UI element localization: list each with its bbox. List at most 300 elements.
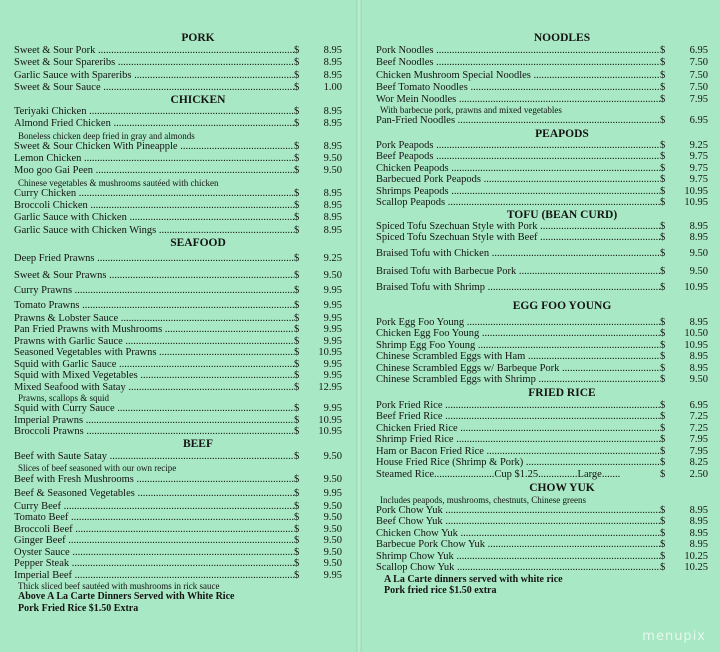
item-name: Prawns with Garlic Sauce ..... [14, 336, 294, 348]
item-name: Braised Tofu with Chicken ..... [376, 245, 660, 263]
menu-item [14, 141, 342, 153]
menu-item [376, 516, 708, 528]
item-price: 9.50 [689, 374, 708, 386]
currency-symbol: $ [294, 284, 300, 296]
menu-item [14, 324, 342, 336]
item-name: Moo goo Gai Peen ..... [14, 165, 294, 177]
section-header: BEEF [182, 438, 214, 451]
menu-item [376, 281, 708, 295]
menu-item [376, 151, 708, 163]
item-price: 9.95 [323, 403, 342, 415]
item-price: 8.95 [323, 187, 342, 199]
item-name: Beef Tomato Noodles ..... [376, 82, 660, 94]
item-name: Lemon Chicken ..... [14, 153, 294, 165]
item-name: Beef Chow Yuk ..... [376, 516, 660, 528]
currency-symbol: $ [294, 45, 300, 56]
item-name: Shrimps Peapods ..... [376, 186, 660, 198]
currency-symbol: $ [294, 500, 300, 512]
currency-symbol: $ [660, 445, 666, 457]
item-price: 9.95 [323, 370, 342, 382]
item-name: Almond Fried Chicken ..... [14, 118, 294, 130]
item-name: Scallop Peapods ..... [376, 197, 660, 209]
menu-item [14, 512, 342, 524]
currency-symbol: $ [294, 140, 300, 152]
menu-item [376, 221, 708, 233]
menu-item [376, 115, 708, 128]
item-price: 9.95 [323, 487, 342, 499]
currency-symbol: $ [660, 115, 666, 127]
footer-note: Pork Fried Rice $1.50 Extra [18, 602, 139, 614]
menu-item [14, 535, 342, 547]
item-name: Pepper Steak ..... [14, 558, 294, 570]
section-header: NOODLES [533, 32, 591, 44]
item-description: Prawns, scallops & squid [18, 393, 109, 404]
item-price: 8.95 [323, 57, 342, 69]
item-price: 8.95 [689, 220, 708, 232]
menu-item [14, 558, 342, 570]
currency-symbol: $ [294, 512, 300, 524]
footer-note: Pork fried rice $1.50 extra [384, 585, 497, 597]
currency-symbol: $ [294, 324, 300, 336]
item-name: Curry Prawns ..... [14, 283, 294, 298]
menu-item [14, 473, 342, 487]
item-price: 9.95 [323, 358, 342, 370]
item-name: Squid with Mixed Vegetables ..... [14, 370, 294, 382]
menu-item [376, 528, 708, 540]
item-price: 8.95 [323, 69, 342, 81]
item-price: 10.95 [318, 414, 342, 426]
item-price: 7.50 [689, 81, 708, 93]
item-price: 8.95 [689, 516, 708, 528]
menu-item [376, 434, 708, 446]
menu-item [376, 351, 708, 363]
currency-symbol: $ [660, 399, 666, 411]
item-price: 2.50 [689, 468, 708, 480]
currency-symbol: $ [294, 335, 300, 347]
menu-item [14, 82, 342, 94]
item-price: 1.00 [323, 81, 342, 93]
currency-symbol: $ [660, 57, 666, 69]
item-price: 9.25 [323, 252, 342, 264]
watermark: menupix [642, 629, 706, 644]
item-name: Curry Beef ..... [14, 501, 294, 513]
currency-symbol: $ [294, 212, 300, 224]
item-name: Barbecued Pork Peapods ..... [376, 174, 660, 186]
item-name: Beef Peapods ..... [376, 151, 660, 163]
item-name: Prawns & Lobster Sauce ..... [14, 313, 294, 325]
item-name: Beef with Saute Satay ..... [14, 451, 294, 463]
item-name: Seasoned Vegetables with Prawns ..... [14, 347, 294, 359]
currency-symbol: $ [660, 434, 666, 446]
item-price: 9.50 [689, 265, 708, 277]
item-price: 8.95 [689, 316, 708, 328]
item-name: Beef & Seasoned Vegetables ..... [14, 487, 294, 501]
item-price: 9.95 [323, 335, 342, 347]
menu-item [14, 501, 342, 513]
currency-symbol: $ [294, 523, 300, 535]
menu-item [376, 551, 708, 563]
item-price: 10.95 [684, 197, 708, 209]
item-name: Ginger Beef ..... [14, 535, 294, 547]
currency-symbol: $ [660, 265, 666, 277]
item-name: Squid with Garlic Sauce ..... [14, 359, 294, 371]
menu-item [14, 153, 342, 165]
item-price: 8.95 [689, 504, 708, 516]
menu-item [14, 347, 342, 359]
item-price: 10.95 [684, 185, 708, 197]
currency-symbol: $ [294, 558, 300, 570]
item-name: Chicken Peapods ..... [376, 163, 660, 175]
section-header: FRIED RICE [528, 386, 596, 399]
currency-symbol: $ [660, 527, 666, 539]
item-name: Curry Chicken ..... [14, 188, 294, 200]
menu-item [376, 374, 708, 386]
item-price: 9.50 [689, 247, 708, 259]
item-name: Tomato Prawns ..... [14, 298, 294, 313]
item-price: 10.50 [684, 328, 708, 340]
currency-symbol: $ [660, 457, 666, 469]
item-name: Chicken Egg Foo Young ..... [376, 328, 660, 340]
item-price: 9.95 [323, 299, 342, 311]
menu-item [14, 313, 342, 325]
item-price: 8.95 [689, 527, 708, 539]
item-description: Chinese vegetables & mushrooms sautéed with chicken [18, 177, 219, 188]
item-price: 9.50 [323, 523, 342, 535]
currency-symbol: $ [660, 281, 666, 293]
currency-symbol: $ [660, 539, 666, 551]
item-price: 7.50 [689, 57, 708, 69]
currency-symbol: $ [294, 165, 300, 177]
currency-symbol: $ [294, 187, 300, 199]
currency-symbol: $ [294, 535, 300, 547]
item-name: Steamed Rice.......................Cup $1.25...............Large....... [376, 468, 621, 480]
menu-item [14, 426, 342, 438]
item-name: Mixed Seafood with Satay ..... [14, 382, 294, 394]
currency-symbol: $ [294, 370, 300, 382]
menu-item [376, 505, 708, 517]
right-menu-column [362, 0, 720, 652]
menu-item [376, 163, 708, 175]
item-price: 9.75 [689, 162, 708, 174]
currency-symbol: $ [294, 569, 300, 581]
menu-item [14, 268, 342, 283]
menu-item [376, 45, 708, 57]
item-price: 6.95 [689, 45, 708, 56]
currency-symbol: $ [294, 69, 300, 81]
item-price: 8.95 [323, 140, 342, 152]
menu-item [14, 415, 342, 427]
currency-symbol: $ [660, 45, 666, 56]
currency-symbol: $ [660, 562, 666, 574]
menu-item [14, 382, 342, 394]
item-price: 9.50 [323, 535, 342, 547]
currency-symbol: $ [294, 312, 300, 324]
item-name: Imperial Prawns ..... [14, 415, 294, 427]
menu-item [14, 403, 342, 415]
section-header: CHICKEN [170, 94, 226, 107]
menu-item [376, 263, 708, 281]
currency-symbol: $ [660, 422, 666, 434]
item-price: 7.95 [689, 434, 708, 446]
currency-symbol: $ [294, 224, 300, 236]
item-price: 9.50 [323, 451, 342, 463]
menu-item [14, 57, 342, 69]
menu-item [376, 363, 708, 375]
item-price: 9.50 [323, 153, 342, 165]
currency-symbol: $ [660, 504, 666, 516]
item-description: Slices of beef seasoned with our own recipe [18, 463, 177, 474]
menu-item [14, 336, 342, 348]
item-name: Chinese Scrambled Eggs with Ham ..... [376, 351, 660, 363]
item-name: Shrimp Egg Foo Young ..... [376, 340, 660, 352]
currency-symbol: $ [294, 199, 300, 211]
footer-note: A La Carte dinners served with white rice [384, 573, 563, 585]
currency-symbol: $ [294, 451, 300, 463]
currency-symbol: $ [660, 328, 666, 340]
item-name: Spiced Tofu Szechuan Style with Pork ..... [376, 221, 660, 233]
item-name: Chicken Fried Rice ..... [376, 423, 660, 435]
item-name: Spiced Tofu Szechuan Style with Beef ..... [376, 232, 660, 245]
menu-item [376, 186, 708, 198]
item-name: Ham or Bacon Fried Rice ..... [376, 446, 660, 458]
item-price: 9.95 [323, 312, 342, 324]
item-name: Pan Fried Prawns with Mushrooms ..... [14, 324, 294, 336]
section-header: CHOW YUK [529, 481, 595, 494]
currency-symbol: $ [294, 403, 300, 415]
item-price: 8.95 [689, 362, 708, 374]
item-price: 7.95 [689, 445, 708, 457]
item-name: Tomato Beef ..... [14, 512, 294, 524]
item-price: 9.75 [689, 174, 708, 186]
currency-symbol: $ [660, 468, 666, 480]
section-header: SEAFOOD [170, 236, 226, 249]
menu-item [14, 547, 342, 559]
currency-symbol: $ [660, 220, 666, 232]
currency-symbol: $ [294, 474, 300, 486]
item-price: 7.50 [689, 69, 708, 81]
menu-item [14, 225, 342, 237]
currency-symbol: $ [294, 546, 300, 558]
menu-item [14, 359, 342, 371]
currency-symbol: $ [660, 94, 666, 106]
menu-item [376, 317, 708, 329]
footer-note: Above A La Carte Dinners Served with White Rice [18, 591, 235, 603]
item-name: Sweet & Sour Spareribs ..... [14, 57, 294, 69]
menu-item [14, 45, 342, 57]
item-name: Garlic Sauce with Spareribs ..... [14, 70, 294, 82]
item-price: 7.25 [689, 422, 708, 434]
item-description: Includes peapods, mushrooms, chestnuts, Chinese greens [380, 494, 586, 505]
item-name: Garlic Sauce with Chicken ..... [14, 212, 294, 224]
currency-symbol: $ [660, 516, 666, 528]
currency-symbol: $ [294, 414, 300, 426]
item-name: Imperial Beef ..... [14, 570, 294, 582]
currency-symbol: $ [660, 174, 666, 186]
menu-item [376, 245, 708, 263]
menu-item [376, 340, 708, 352]
menu-item [14, 570, 342, 582]
currency-symbol: $ [660, 162, 666, 174]
currency-symbol: $ [294, 269, 300, 281]
item-price: 9.25 [689, 139, 708, 151]
menu-item [376, 423, 708, 435]
item-name: Sweet & Sour Sauce ..... [14, 82, 294, 94]
menu-item [14, 283, 342, 298]
item-name: Broccoli Chicken ..... [14, 200, 294, 212]
item-name: Pork Fried Rice ..... [376, 400, 660, 412]
item-price: 8.95 [323, 106, 342, 118]
item-price: 9.50 [323, 546, 342, 558]
item-price: 9.50 [323, 474, 342, 486]
item-name: Deep Fried Prawns ..... [14, 249, 294, 268]
item-price: 8.95 [323, 199, 342, 211]
menu-item [376, 539, 708, 551]
currency-symbol: $ [294, 118, 300, 130]
menu-item [14, 200, 342, 212]
item-price: 8.95 [689, 539, 708, 551]
item-price: 9.50 [323, 512, 342, 524]
menu-item [376, 411, 708, 423]
currency-symbol: $ [660, 69, 666, 81]
item-name: Chicken Mushroom Special Noodles ..... [376, 70, 660, 82]
item-name: Sweet & Sour Chicken With Pineapple ..... [14, 141, 294, 153]
currency-symbol: $ [660, 374, 666, 386]
item-price: 7.95 [689, 94, 708, 106]
item-name: Pan-Fried Noodles ..... [376, 115, 660, 128]
item-name: Broccoli Prawns ..... [14, 426, 294, 438]
item-name: Pork Chow Yuk ..... [376, 505, 660, 517]
item-name: Chinese Scrambled Eggs w/ Barbeque Pork ..... [376, 363, 660, 375]
item-price: 10.95 [684, 339, 708, 351]
menu-item [14, 487, 342, 501]
item-name: Shrimp Chow Yuk ..... [376, 551, 660, 563]
item-price: 6.95 [689, 399, 708, 411]
menu-item [14, 298, 342, 313]
item-price: 10.95 [684, 281, 708, 293]
currency-symbol: $ [660, 139, 666, 151]
item-price: 9.50 [323, 558, 342, 570]
item-name: Braised Tofu with Barbecue Pork ..... [376, 263, 660, 281]
item-name: Braised Tofu with Shrimp ..... [376, 281, 660, 295]
menu-item [376, 232, 708, 245]
item-name: Chicken Chow Yuk ..... [376, 528, 660, 540]
currency-symbol: $ [660, 339, 666, 351]
item-price: 10.25 [684, 550, 708, 562]
currency-symbol: $ [660, 362, 666, 374]
item-price: 8.95 [323, 212, 342, 224]
item-price: 8.95 [323, 118, 342, 130]
menu-item [376, 174, 708, 186]
menu-item [14, 118, 342, 130]
menu-item [14, 451, 342, 463]
item-price: 10.95 [318, 347, 342, 359]
currency-symbol: $ [660, 411, 666, 423]
item-name: Wor Mein Noodles ..... [376, 94, 660, 105]
menu-item [376, 457, 708, 469]
item-name: Scallop Chow Yuk ..... [376, 562, 660, 574]
menu-item [14, 70, 342, 82]
item-name: Pork Egg Foo Young ..... [376, 317, 660, 329]
item-price: 8.95 [323, 45, 342, 56]
item-name: Squid with Curry Sauce ..... [14, 403, 294, 415]
menu-item [376, 82, 708, 94]
currency-symbol: $ [660, 550, 666, 562]
currency-symbol: $ [294, 381, 300, 393]
item-name: Teriyaki Chicken ..... [14, 106, 294, 118]
item-name: Pork Noodles ..... [376, 45, 660, 57]
item-price: 12.95 [318, 381, 342, 393]
menu-item [14, 524, 342, 536]
item-price: 7.25 [689, 411, 708, 423]
item-price: 9.50 [323, 269, 342, 281]
currency-symbol: $ [294, 299, 300, 311]
item-price: 8.25 [689, 457, 708, 469]
currency-symbol: $ [294, 426, 300, 438]
currency-symbol: $ [294, 252, 300, 264]
item-price: 8.95 [689, 232, 708, 244]
left-menu-column [0, 0, 356, 652]
item-price: 9.95 [323, 324, 342, 336]
menu-item [376, 57, 708, 69]
item-price: 9.95 [323, 284, 342, 296]
menu-item [376, 400, 708, 412]
menu-item [376, 328, 708, 340]
currency-symbol: $ [294, 347, 300, 359]
menu-item [14, 188, 342, 200]
item-name: House Fried Rice (Shrimp & Pork) ..... [376, 457, 660, 469]
menu-item [376, 562, 708, 574]
currency-symbol: $ [294, 358, 300, 370]
menu-item [376, 469, 708, 481]
item-name: Beef with Fresh Mushrooms ..... [14, 473, 294, 487]
item-name: Oyster Sauce ..... [14, 547, 294, 559]
item-price: 8.95 [323, 224, 342, 236]
section-header: PORK [181, 32, 215, 44]
item-name: Chinese Scrambled Eggs with Shrimp ..... [376, 374, 660, 386]
item-name: Beef Noodles ..... [376, 57, 660, 69]
currency-symbol: $ [660, 197, 666, 209]
item-price: 9.50 [323, 165, 342, 177]
menu-item [376, 94, 708, 105]
item-price: 9.50 [323, 500, 342, 512]
currency-symbol: $ [660, 316, 666, 328]
currency-symbol: $ [294, 153, 300, 165]
currency-symbol: $ [294, 487, 300, 499]
currency-symbol: $ [660, 185, 666, 197]
currency-symbol: $ [660, 81, 666, 93]
item-name: Sweet & Sour Pork ..... [14, 45, 294, 57]
currency-symbol: $ [294, 57, 300, 69]
item-price: 10.25 [684, 562, 708, 574]
currency-symbol: $ [660, 247, 666, 259]
section-header: PEAPODS [535, 127, 589, 140]
currency-symbol: $ [294, 106, 300, 118]
section-header: TOFU (BEAN CURD) [506, 208, 618, 221]
item-name: Broccoli Beef ..... [14, 524, 294, 536]
menu-item [14, 165, 342, 177]
menu-item [376, 70, 708, 82]
item-price: 9.95 [323, 569, 342, 581]
menu-item [14, 212, 342, 224]
currency-symbol: $ [294, 81, 300, 93]
item-price: 10.95 [318, 426, 342, 438]
currency-symbol: $ [660, 351, 666, 363]
item-name: Pork Peapods ..... [376, 140, 660, 152]
item-description: Boneless chicken deep fried in gray and almonds [18, 130, 195, 141]
menu-item [14, 106, 342, 118]
item-name: Shrimp Fried Rice ..... [376, 434, 660, 446]
menu-item [376, 446, 708, 458]
